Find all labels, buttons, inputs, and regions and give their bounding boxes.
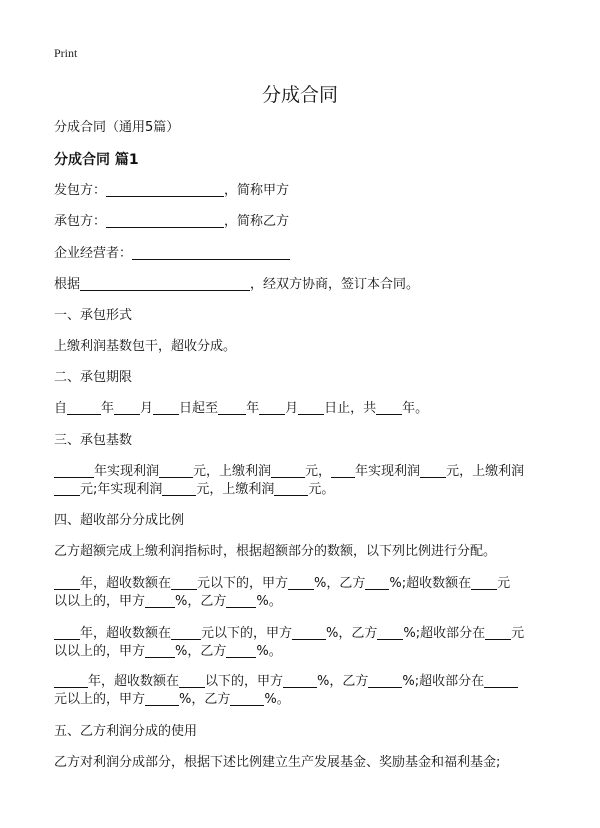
blank — [298, 400, 324, 415]
print-link[interactable]: Print — [54, 46, 78, 60]
blank — [226, 593, 256, 608]
blank — [162, 481, 196, 496]
blank — [230, 691, 264, 706]
blank — [259, 400, 285, 415]
period-from: 自 — [54, 401, 68, 416]
base-line-2 — [54, 479, 554, 501]
ratio-above: 以上的，甲方 — [67, 594, 146, 609]
period-years: 年。 — [402, 401, 429, 416]
ratio-yuan: 元 — [511, 626, 525, 641]
ratio-below-yuan: 元以下的，甲方 — [201, 626, 293, 641]
ratio-yuan: 元 — [497, 576, 511, 591]
blank — [377, 625, 403, 640]
section-heading: 分成合同 篇1 — [54, 152, 139, 168]
heading-4: 四、超收部分分成比例 — [54, 513, 185, 528]
blank — [283, 673, 317, 688]
blank — [376, 400, 402, 415]
blank — [271, 463, 305, 478]
period-year: 年 — [246, 401, 260, 416]
blank — [331, 463, 355, 478]
basis-blank — [80, 276, 250, 291]
blank — [67, 400, 101, 415]
blank — [159, 463, 193, 478]
period-month: 月 — [285, 401, 299, 416]
contractor-suffix: ，简称甲方 — [224, 183, 290, 198]
ratio-2-line-2: 以以上的，甲方 %，乙方 %。 — [54, 644, 282, 659]
ratio-pct-b: %，乙方 — [326, 626, 378, 641]
ratio-pct-b: %，乙方 — [175, 644, 227, 659]
blank — [145, 691, 179, 706]
ratio-pct-end: %。 — [264, 692, 290, 707]
base-actual-profit: 年实现利润 — [97, 482, 163, 497]
contractee-label: 承包方： — [54, 214, 107, 229]
document-title: 分成合同 — [261, 84, 338, 106]
blank — [226, 643, 256, 658]
contractor-label: 发包方： — [54, 183, 107, 198]
ratio-pct-excess-part: %;超收部分在 — [402, 674, 485, 689]
heading-5: 五、乙方利润分成的使用 — [54, 724, 198, 739]
basis-prefix: 根据 — [54, 277, 81, 292]
operator-label: 企业经营者： — [54, 246, 133, 261]
base-yuan-comma: 元，上缴利润 — [193, 464, 272, 479]
ratio-yuan-above: 元以上的，甲方 — [54, 692, 146, 707]
blank — [288, 575, 314, 590]
blank — [54, 481, 80, 496]
base-yuan-comma: 元，上缴利润 — [446, 464, 525, 479]
base-yuan-semicolon: 元; — [80, 482, 98, 497]
blank — [54, 575, 80, 590]
blank — [274, 481, 308, 496]
blank — [292, 625, 326, 640]
ratio-pct-excess: %;超收数额在 — [389, 576, 472, 591]
blank — [368, 673, 402, 688]
period-year: 年 — [101, 401, 115, 416]
blank — [114, 400, 140, 415]
ratio-pct-excess-part: %;超收部分在 — [403, 626, 486, 641]
blank — [54, 463, 94, 478]
period-month: 月 — [140, 401, 154, 416]
blank — [145, 593, 175, 608]
period-day-end: 日止，共 — [324, 401, 377, 416]
blank — [485, 625, 511, 640]
ratio-year-excess: 年，超收数额在 — [88, 674, 180, 689]
contractee-line — [54, 211, 554, 233]
ratio-below: 以下的，甲方 — [205, 674, 284, 689]
ratio-pct-b: %，乙方 — [314, 576, 366, 591]
document-subtitle: 分成合同（通用5篇） — [54, 120, 180, 135]
ratio-1-line-2: 以以上的，甲方 %，乙方 %。 — [54, 594, 282, 609]
heading-5-body: 乙方对利润分成部分，根据下述比例建立生产发展基金、奖励基金和福利基金; — [54, 755, 501, 770]
blank — [171, 575, 197, 590]
contractor-blank — [106, 182, 224, 197]
ratio-year-excess: 年，超收数额在 — [80, 626, 172, 641]
ratio-year-excess: 年，超收数额在 — [80, 576, 172, 591]
blank — [145, 643, 175, 658]
heading-3: 三、承包基数 — [54, 433, 133, 448]
ratio-pct-end: %。 — [256, 644, 282, 659]
contractee-suffix: ，简称乙方 — [224, 214, 290, 229]
blank — [54, 625, 80, 640]
period-line — [54, 398, 554, 420]
blank — [54, 673, 88, 688]
heading-1: 一、承包形式 — [54, 308, 133, 323]
blank — [420, 463, 446, 478]
blank — [471, 575, 497, 590]
contractor-line — [54, 180, 554, 202]
heading-1-body: 上缴利润基数包干，超收分成。 — [54, 339, 237, 354]
ratio-above: 以上的，甲方 — [67, 644, 146, 659]
heading-2: 二、承包期限 — [54, 370, 133, 385]
blank — [484, 673, 518, 688]
ratio-below-yuan: 元以下的，甲方 — [197, 576, 289, 591]
operator-blank — [132, 245, 290, 260]
base-yuan: 元， — [305, 464, 332, 479]
period-day-start: 日起至 — [179, 401, 219, 416]
blank — [218, 400, 246, 415]
base-yuan-end: 元。 — [308, 482, 335, 497]
blank — [153, 400, 179, 415]
base-actual-profit: 年实现利润 — [94, 464, 160, 479]
blank — [365, 575, 389, 590]
ratio-pct-end: %。 — [256, 594, 282, 609]
blank — [171, 625, 201, 640]
base-actual-profit: 年实现利润 — [355, 464, 421, 479]
ratio-pct-b: %，乙方 — [175, 594, 227, 609]
ratio-pct-b: %，乙方 — [317, 674, 369, 689]
basis-suffix: ，经双方协商，签订本合同。 — [250, 277, 420, 292]
operator-line — [54, 243, 554, 265]
blank — [179, 673, 205, 688]
heading-4-intro: 乙方超额完成上缴利润指标时，根据超额部分的数额，以下列比例进行分配。 — [54, 544, 497, 559]
basis-line — [54, 274, 554, 296]
base-yuan-comma: 元，上缴利润 — [196, 482, 275, 497]
ratio-3-line-2 — [54, 689, 554, 711]
contractee-blank — [106, 213, 224, 228]
ratio-pct-b: %，乙方 — [179, 692, 231, 707]
